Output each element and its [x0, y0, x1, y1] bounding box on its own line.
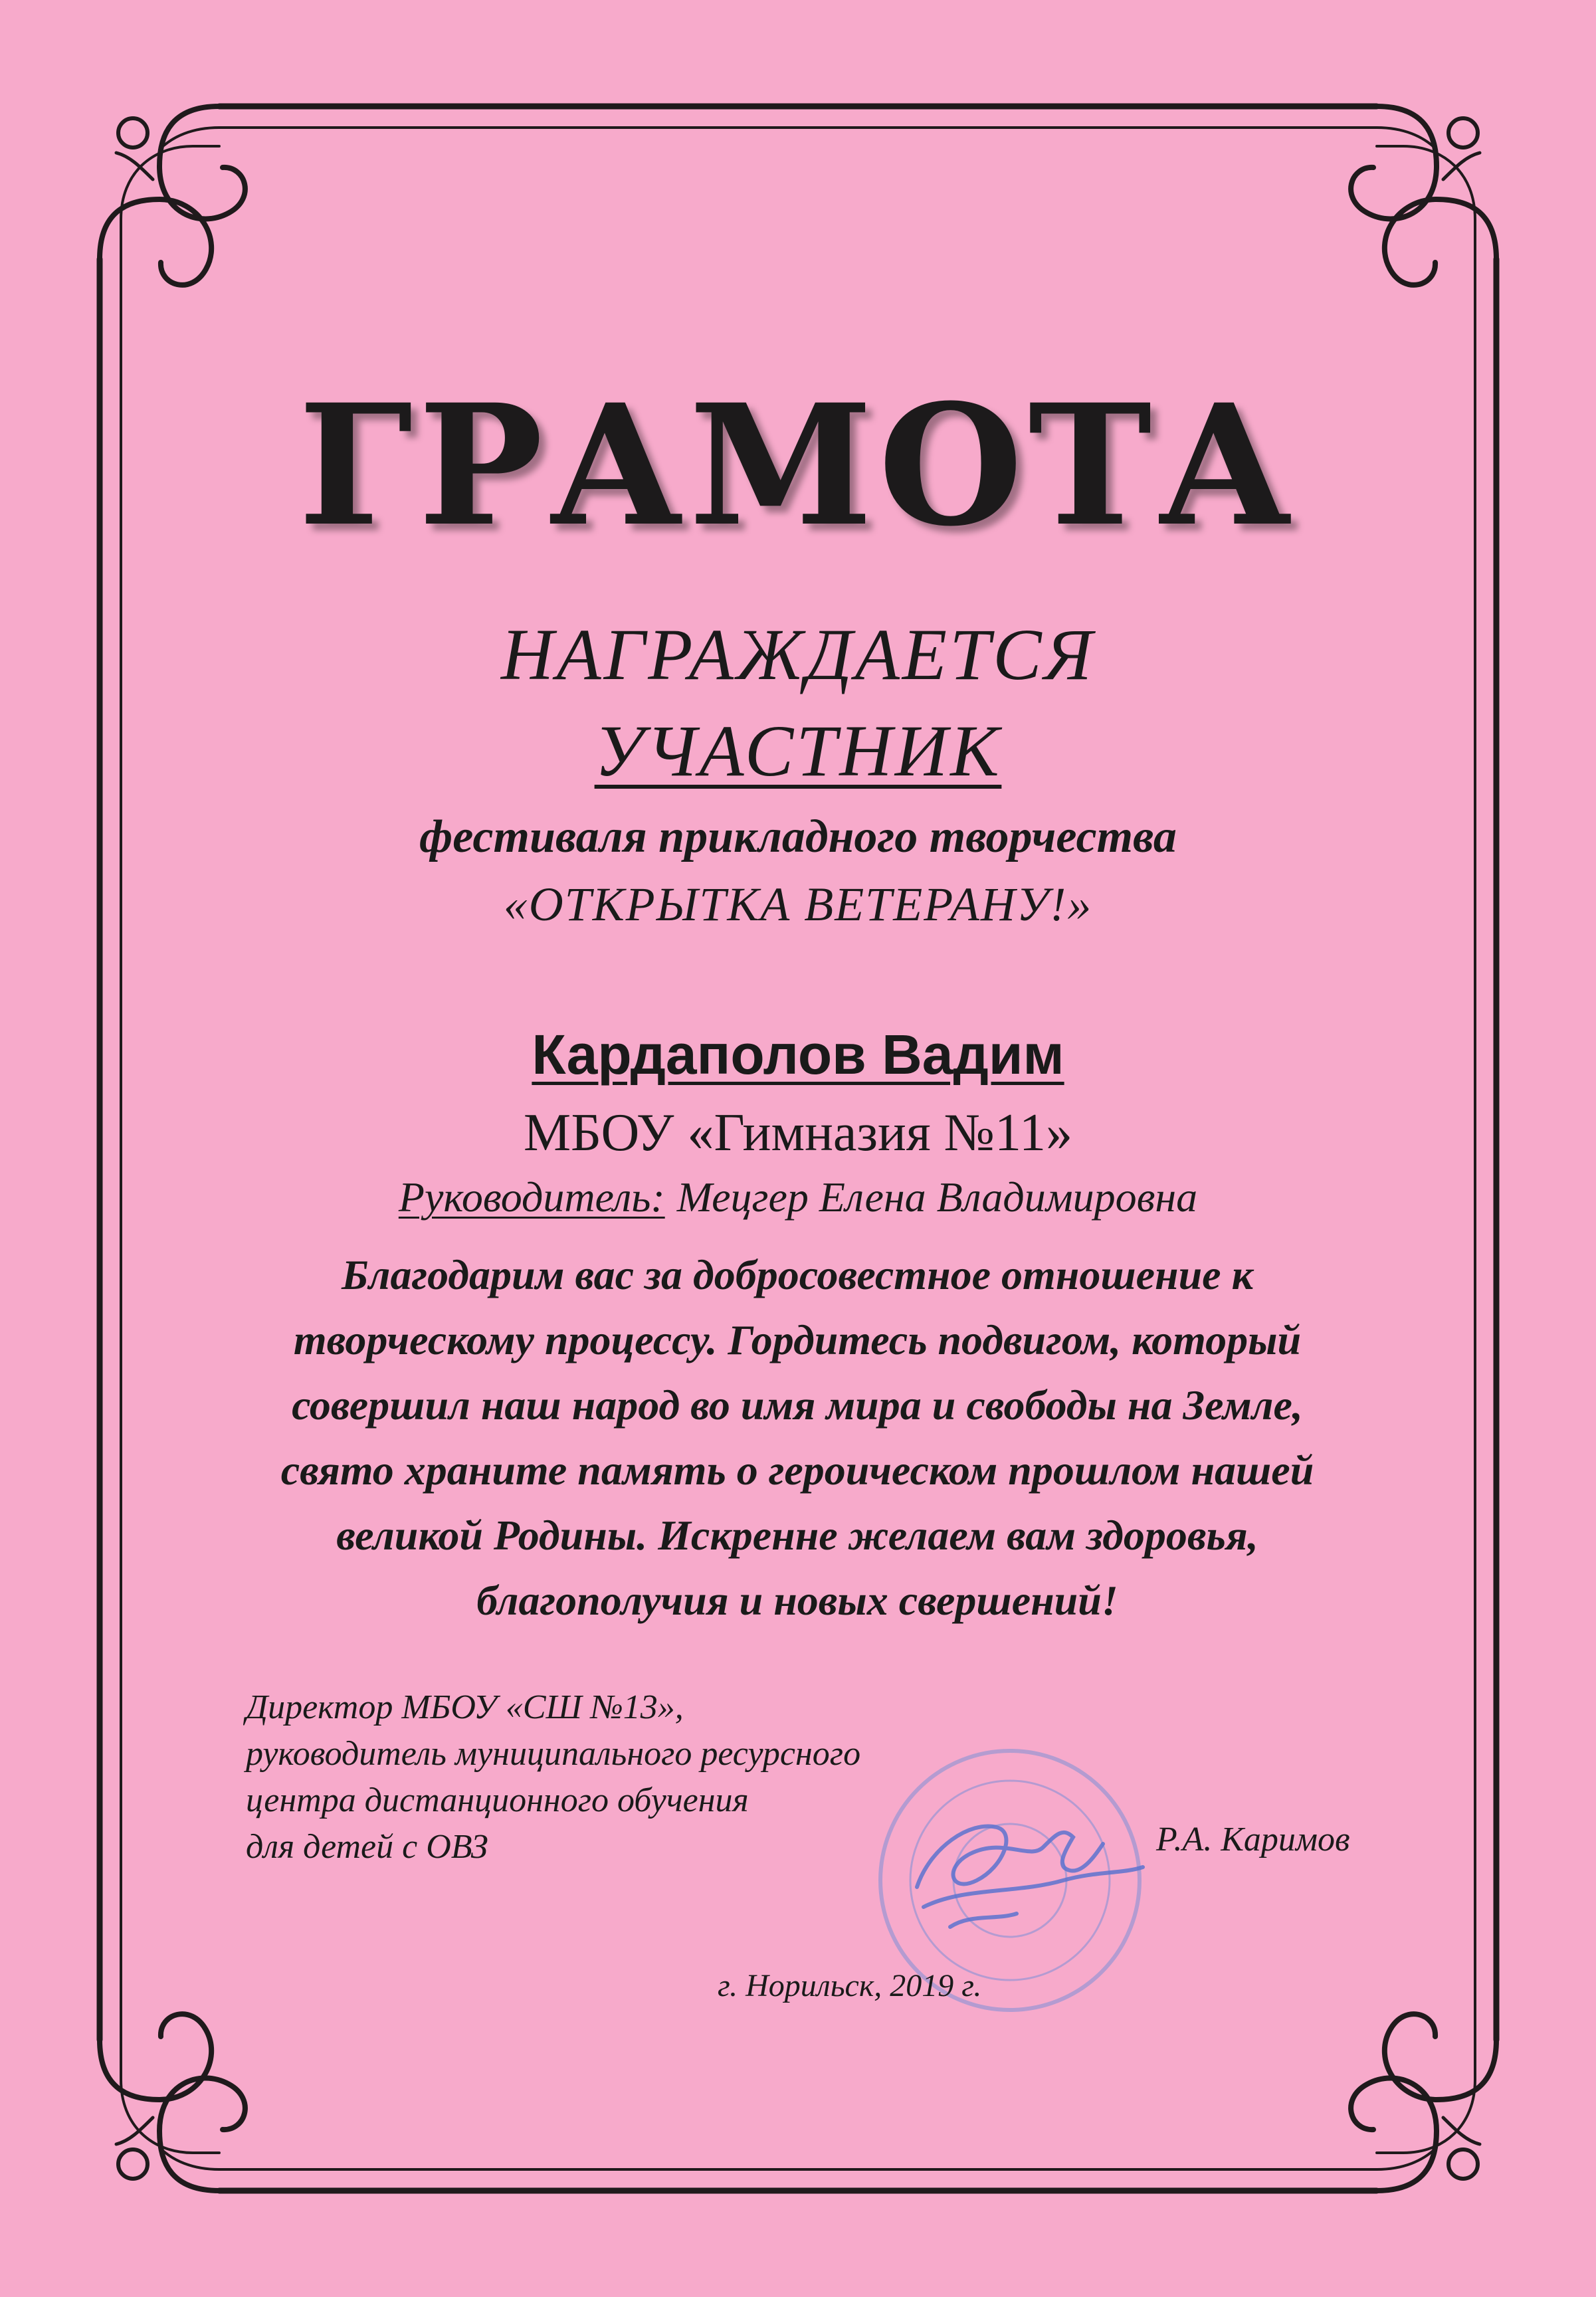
awarded-heading: НАГРАЖДАЕТСЯ [501, 614, 1095, 695]
festival-description: фестиваля прикладного творчества [419, 811, 1177, 862]
supervisor-label: Руководитель: [398, 1173, 665, 1221]
message-line: благополучия и новых свершений! [476, 1577, 1118, 1624]
signer-title [246, 1684, 860, 1870]
supervisor-line [0, 1173, 1596, 1221]
message-line: свято храните память о героическом прошлом нашей [280, 1447, 1314, 1494]
signer-title-line: центра дистанционного обучения [246, 1781, 749, 1819]
gratitude-message [252, 1243, 1342, 1633]
recipient-school: МБОУ «Гимназия №11» [524, 1104, 1072, 1162]
signer-name: Р.А. Каримов [1156, 1821, 1350, 1858]
signer-title-line: Директор МБОУ «СШ №13», [246, 1688, 684, 1726]
place-and-date: г. Норильск, 2019 г. [718, 1968, 982, 2003]
signer-title-line: для детей с ОВЗ [246, 1828, 488, 1866]
certificate-title: ГРАМОТА [298, 367, 1298, 563]
message-line: совершил наш народ во имя мира и свободы на Земле, [292, 1381, 1303, 1429]
festival-name: «ОТКРЫТКА ВЕТЕРАНУ!» [503, 878, 1093, 931]
recipient-name: Кардаполов Вадим [532, 1023, 1064, 1086]
recipient-name-line [0, 1023, 1596, 1086]
supervisor-name: Мецгер Елена Владимировна [676, 1173, 1198, 1221]
signer-title-line: руководитель муниципального ресурсного [246, 1735, 861, 1773]
message-line: творческому процессу. Гордитесь подвигом, который [293, 1316, 1302, 1363]
message-line: Благодарим вас за добросовестное отношение к [342, 1251, 1253, 1298]
participant-heading: УЧАСТНИК [594, 710, 1002, 791]
message-line: великой Родины. Искренне желаем вам здоровья, [336, 1512, 1258, 1559]
